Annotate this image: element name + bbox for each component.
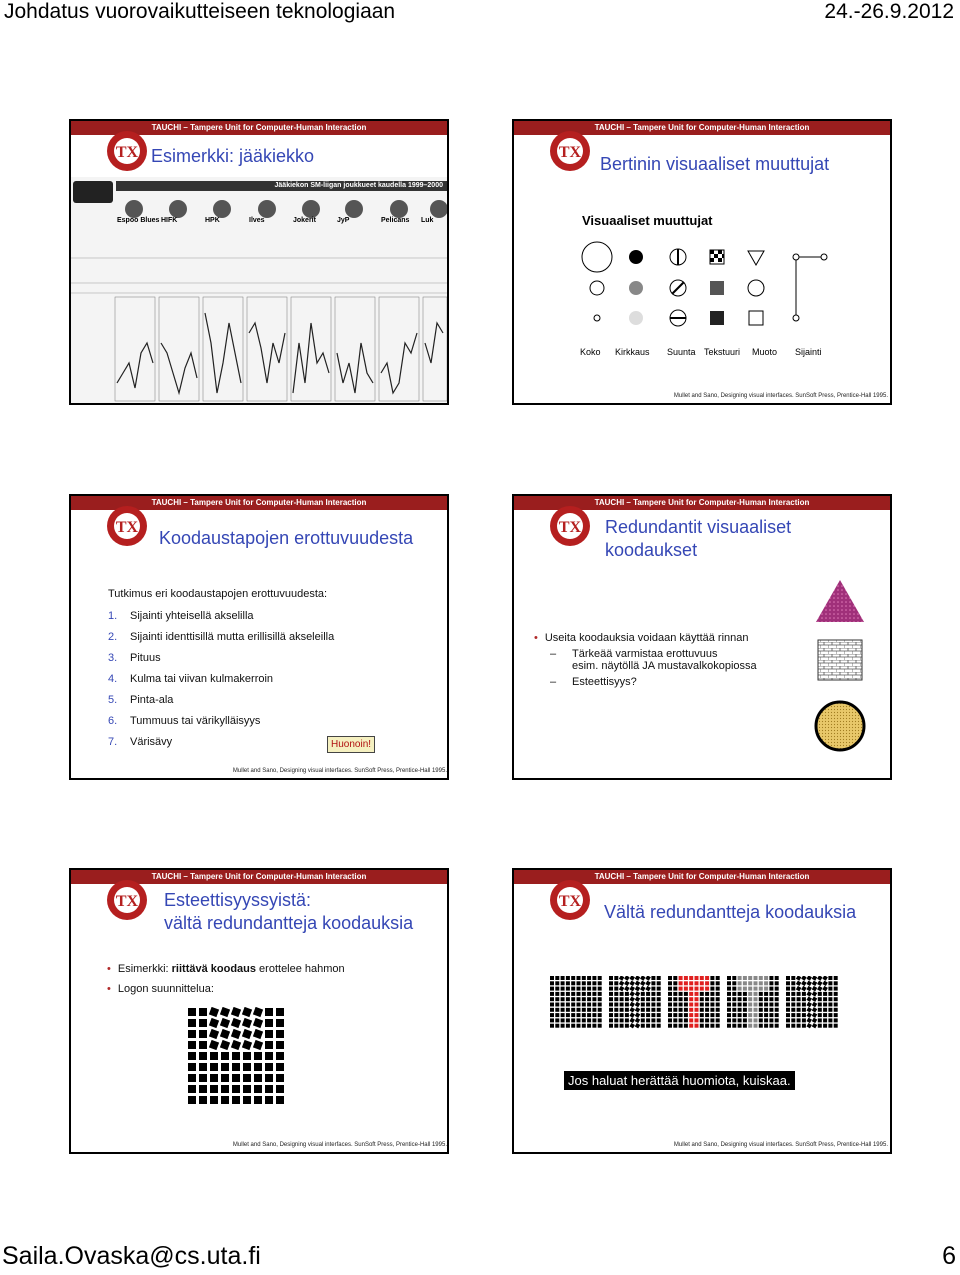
slide-title: Bertinin visuaaliset muuttujat [600, 154, 830, 174]
item-text: Pinta-ala [130, 694, 174, 706]
item-number: 3. [108, 652, 118, 664]
sub-bullet [534, 648, 794, 660]
callout-bar: Jos haluat herättää huomiota, kuiskaa. [564, 1071, 795, 1090]
slide-banner: TAUCHI – Tampere Unit for Computer-Human Interaction [514, 870, 890, 884]
bullet-text: Logon suunnittelua: [117, 983, 214, 995]
team-name: Espoo Blues [117, 217, 160, 224]
slide-title: Vältä redundantteja koodauksia [604, 902, 857, 922]
item-number: 4. [108, 673, 118, 685]
ranking-list [108, 610, 438, 748]
slide-title [605, 516, 791, 562]
dash-icon: – [550, 648, 557, 660]
hockey-team-graphs [71, 193, 447, 405]
svg-text:TX: TX [558, 144, 582, 161]
dash-icon: – [550, 676, 557, 688]
slide-credit: Mullet and Sano, Designing visual interfaces. SunSoft Press, Prentice-Hall 1995. [673, 1142, 888, 1148]
title-line: vältä redundantteja koodauksia [164, 913, 414, 933]
slide-body [534, 632, 794, 688]
bullet [107, 983, 437, 995]
author-email: Saila.Ovaska@cs.uta.fi [2, 1242, 261, 1270]
team-name: HPK [205, 217, 220, 224]
title-line: koodaukset [605, 540, 698, 560]
hockey-chart-image [71, 177, 447, 403]
grid-variants-illustration [550, 976, 850, 1032]
item-number: 5. [108, 694, 118, 706]
slide-credit: Mullet and Sano, Designing visual interfaces. SunSoft Press, Prentice-Hall 1995. [232, 1142, 447, 1148]
bertin-variables-diagram [578, 237, 838, 333]
tauchi-logo-icon [105, 504, 149, 548]
bullet-text-bold: riittävä koodaus [171, 963, 256, 975]
document-title: Johdatus vuorovaikutteiseen teknologiaan [4, 0, 396, 23]
slide-encoding-distinctiveness [69, 494, 449, 780]
slide-title [164, 889, 413, 935]
variable-label: Sijainti [795, 347, 822, 357]
bullet-text-post: erottelee hahmon [256, 963, 345, 975]
bullet [534, 632, 794, 644]
item-number: 7. [108, 736, 118, 748]
slide-credit: Mullet and Sano, Designing visual interfaces. SunSoft Press, Prentice-Hall 1995. [232, 768, 447, 774]
tauchi-logo-icon [105, 129, 149, 173]
poster-title: Jääkiekon SM-liigan joukkueet kaudella 1999–2000 [116, 181, 447, 191]
variable-label: Koko [580, 347, 601, 357]
page-number: 6 [942, 1242, 956, 1270]
item-text: Pituus [130, 652, 161, 664]
bullet-text-pre: Esimerkki: [117, 963, 172, 975]
bullet-text: Useita koodauksia voidaan käyttää rinnan [544, 632, 749, 644]
sub-bullet-cont: esim. näytöllä JA mustavalkokopiossa [572, 660, 757, 672]
list-item [108, 610, 438, 622]
list-item [108, 736, 438, 748]
list-item [108, 631, 438, 643]
sub-bullet [534, 676, 794, 688]
slide-credit: Mullet and Sano, Designing visual interfaces. SunSoft Press, Prentice-Hall 1995. [673, 393, 888, 399]
slide-aesthetics [69, 868, 449, 1154]
variable-label: Muoto [752, 347, 778, 357]
team-name: Pelicans [381, 217, 410, 224]
team-name-row [117, 217, 447, 224]
bullet-icon: • [534, 632, 538, 644]
tauchi-logo-icon [548, 129, 592, 173]
document-date: 24.-26.9.2012 [824, 0, 954, 23]
slide-banner: TAUCHI – Tampere Unit for Computer-Human Interaction [71, 496, 447, 510]
team-name: Luk [421, 217, 434, 224]
svg-text:TX: TX [558, 519, 582, 536]
svg-text:TX: TX [115, 144, 139, 161]
slide-body [107, 963, 437, 995]
variable-label: Suunta [667, 347, 696, 357]
sub-bullet-text: Esteettisyys? [572, 676, 637, 688]
item-number: 2. [108, 631, 118, 643]
team-name: JyP [337, 217, 350, 224]
variable-label: Tekstuuri [704, 347, 741, 357]
title-line: Redundantit visuaaliset [605, 517, 792, 537]
item-text: Sijainti identtisillä mutta erillisillä akseleilla [130, 631, 335, 643]
list-item [108, 715, 438, 727]
slide-body [108, 588, 438, 757]
team-name: HIFK [161, 217, 178, 224]
tauchi-logo-icon [548, 504, 592, 548]
slide-title: Koodaustapojen erottuvuudesta [159, 528, 414, 548]
title-line: Esteettisyyssyistä: [164, 890, 312, 910]
svg-text:TX: TX [115, 893, 139, 910]
team-name: Ilves [249, 217, 265, 224]
item-text: Kulma tai viivan kulmakerroin [130, 673, 274, 685]
item-number: 1. [108, 610, 118, 622]
slide-banner: TAUCHI – Tampere Unit for Computer-Human Interaction [514, 496, 890, 510]
item-number: 6. [108, 715, 118, 727]
slide-bertin-variables [512, 119, 892, 405]
redundant-shapes-illustration [812, 576, 868, 756]
logo-grid-pattern [187, 1007, 287, 1107]
item-text: Sijainti yhteisellä akselilla [130, 610, 254, 622]
bullet [107, 963, 437, 975]
variables-subtitle: Visuaaliset muuttujat [582, 213, 713, 228]
list-item [108, 652, 438, 664]
slide-avoid-redundant [512, 868, 892, 1154]
slide-ice-hockey [69, 119, 449, 405]
slide-banner: TAUCHI – Tampere Unit for Computer-Human Interaction [71, 870, 447, 884]
tauchi-logo-icon [548, 878, 592, 922]
tauchi-logo-icon [105, 878, 149, 922]
item-text: Värisävy [130, 736, 173, 748]
slide-title: Esimerkki: jääkiekko [151, 146, 315, 166]
intro-text: Tutkimus eri koodaustapojen erottuvuudesta: [108, 588, 328, 600]
slide-banner: TAUCHI – Tampere Unit for Computer-Human Interaction [514, 121, 890, 135]
slide-redundant-encodings [512, 494, 892, 780]
bullet-icon: • [107, 963, 111, 975]
variable-label: Kirkkaus [615, 347, 650, 357]
worst-badge: Huonoin! [327, 736, 375, 753]
slide-banner: TAUCHI – Tampere Unit for Computer-Human Interaction [71, 121, 447, 135]
svg-text:TX: TX [115, 519, 139, 536]
list-item [108, 694, 438, 706]
item-text: Tummuus tai värikylläisyys [130, 715, 261, 727]
sub-bullet-text: Tärkeää varmistaa erottuvuus [572, 648, 718, 660]
list-item [108, 673, 438, 685]
team-name: Jokerit [293, 217, 316, 224]
svg-text:TX: TX [558, 893, 582, 910]
bullet-icon: • [107, 983, 111, 995]
